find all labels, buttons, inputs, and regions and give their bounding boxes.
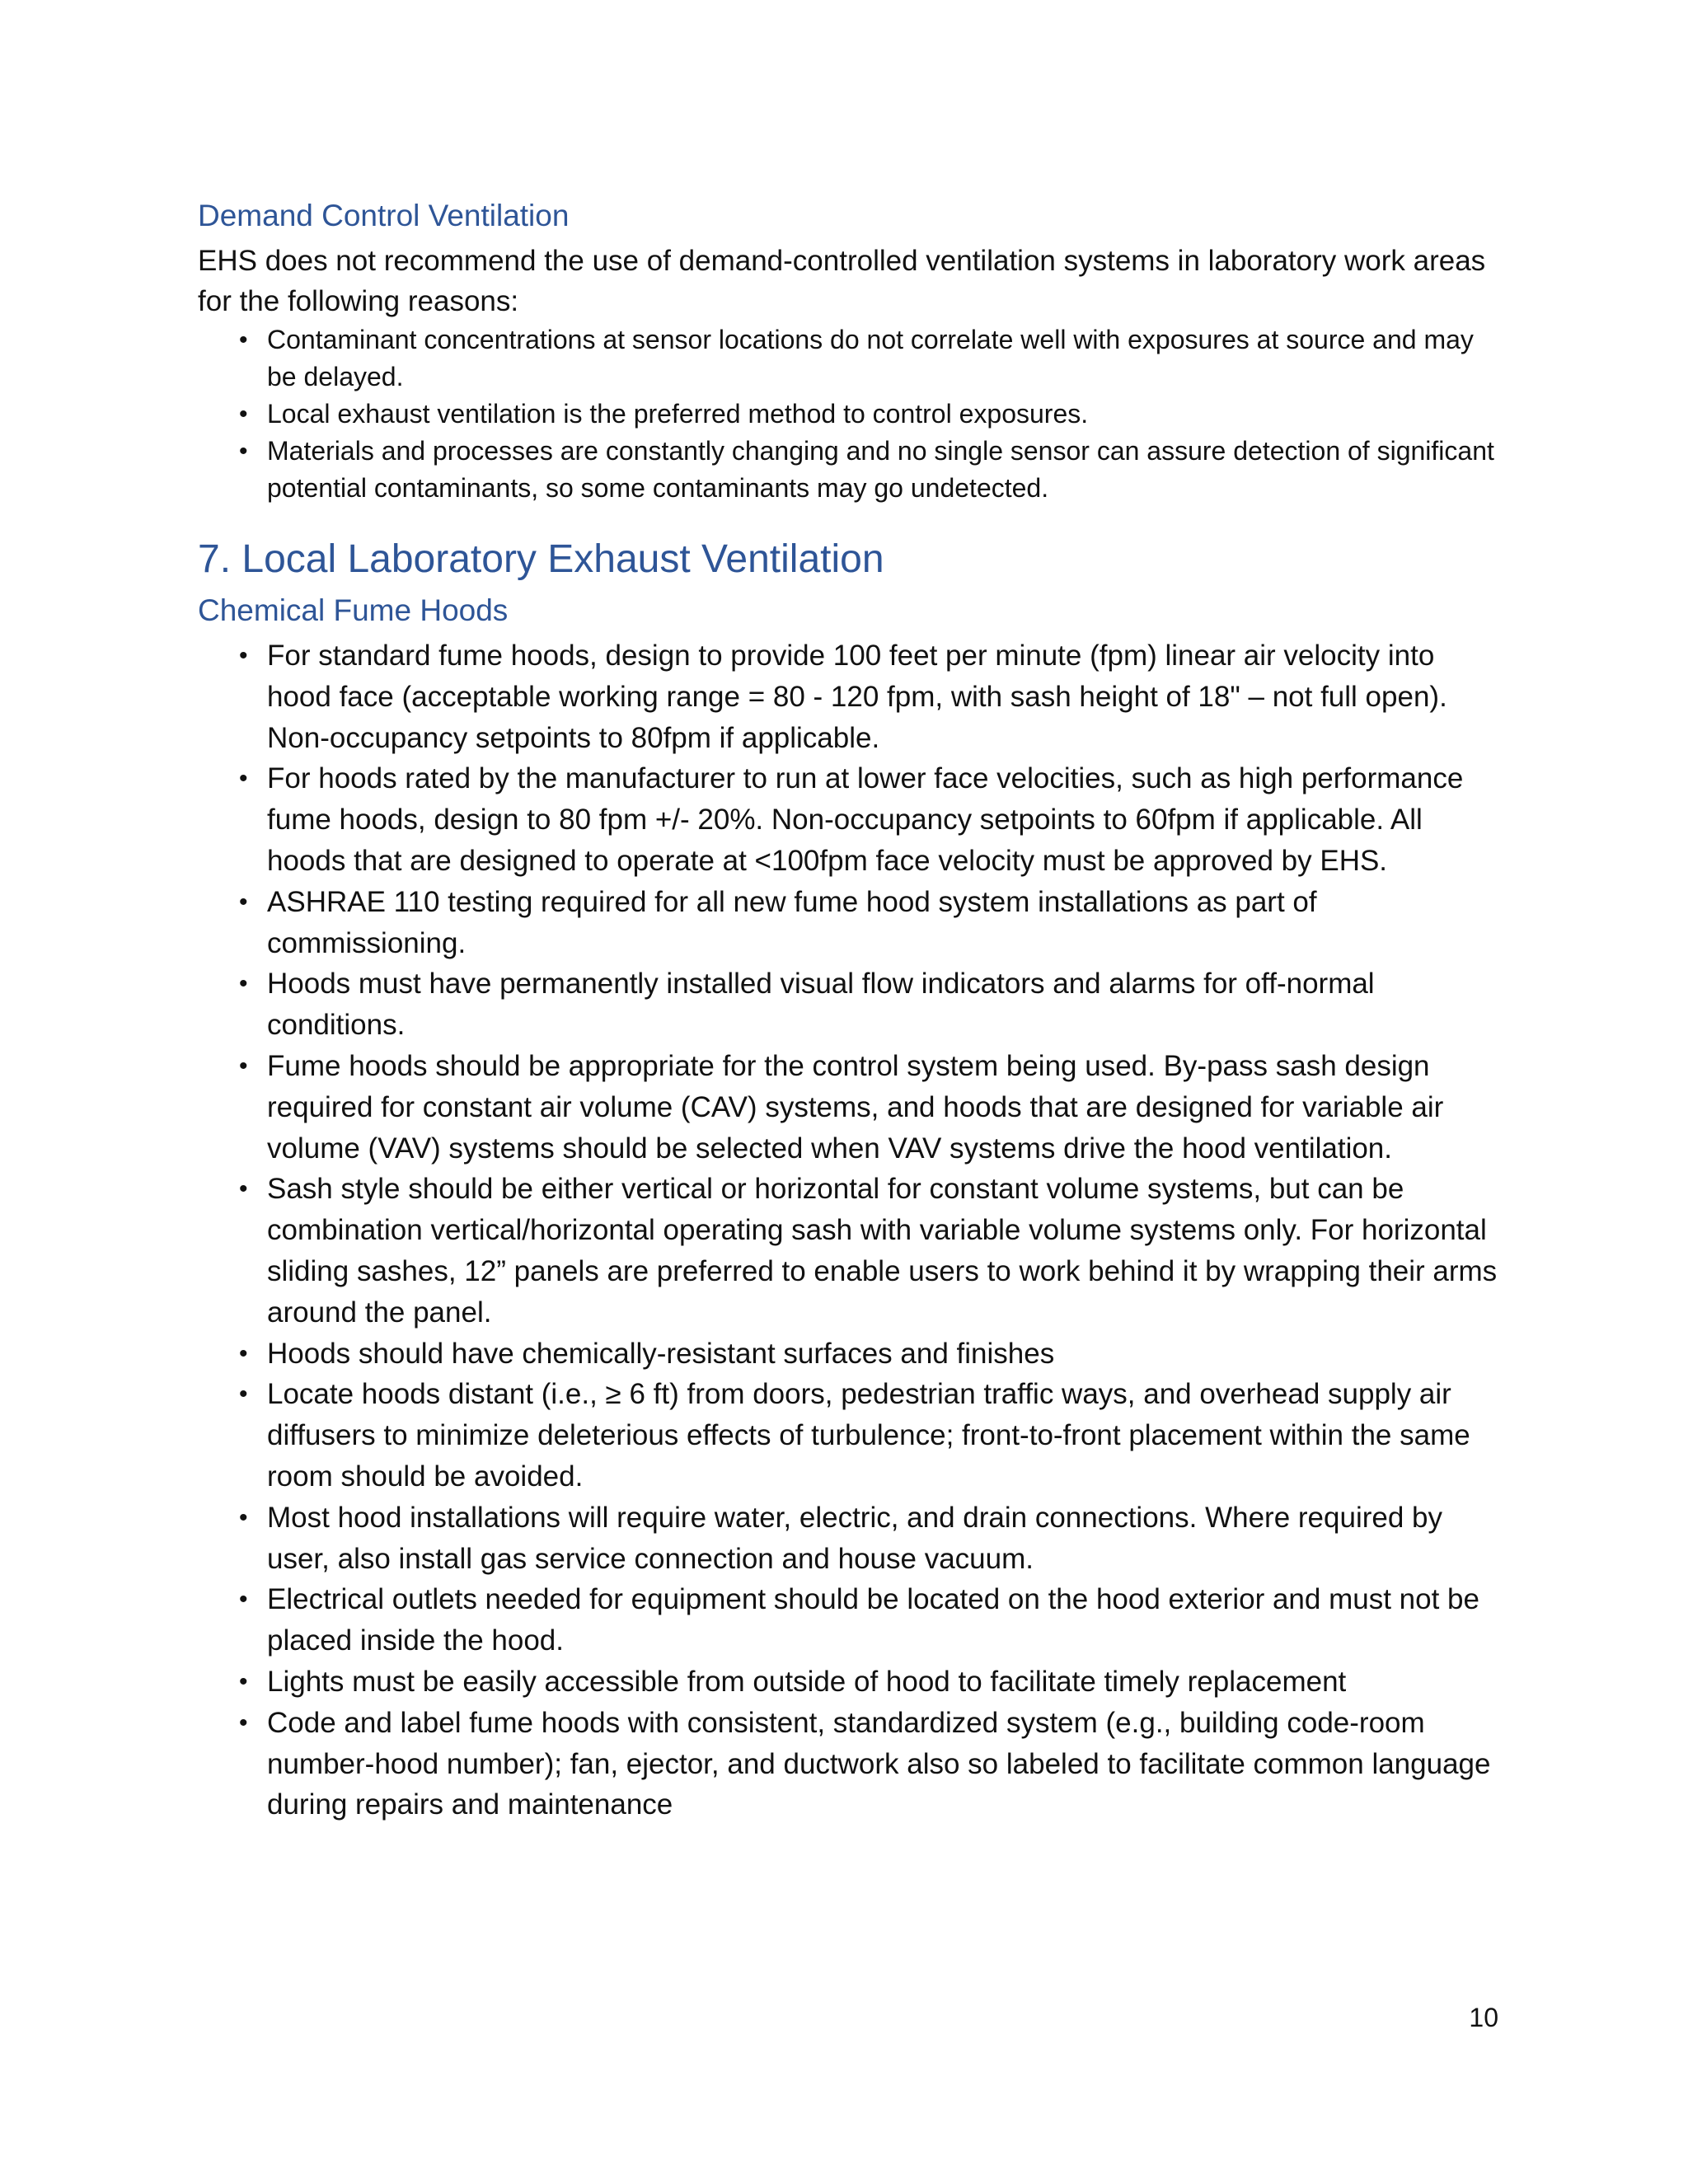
bullet-icon: •: [239, 1380, 248, 1408]
bullet-icon: •: [239, 401, 248, 428]
list-item-text: Hoods should have chemically-resistant surfaces and finishes: [267, 1337, 1055, 1370]
list-item: [198, 882, 1500, 964]
list-item: [198, 635, 1500, 758]
bullet-icon: •: [239, 888, 248, 916]
list-item-text: Code and label fume hoods with consistent, standardized system (e.g., building code-room number-hood number); fan, ejector, and ductwork also so labeled to facilitate common language during repairs and maintenance: [267, 1706, 1491, 1821]
list-item-text: Locate hoods distant (i.e., ≥ 6 ft) from doors, pedestrian traffic ways, and overhead supply air diffusers to minimize deleterious effects of turbulence; front-to-front placement within the same room should be avoided.: [267, 1378, 1470, 1493]
bullet-icon: •: [239, 765, 248, 793]
list-item-text: Fume hoods should be appropriate for the control system being used. By-pass sash design required for constant air volume (CAV) systems, and hoods that are designed for variable air volume (VAV) systems should be selected when VAV systems drive the hood ventilation.: [267, 1049, 1444, 1165]
list-item-text: Hoods must have permanently installed visual flow indicators and alarms for off-normal conditions.: [267, 968, 1375, 1042]
dcv-bullet-list: [198, 321, 1500, 507]
list-item: [198, 1497, 1500, 1580]
heading-local-laboratory-exhaust-ventilation: 7. Local Laboratory Exhaust Ventilation: [198, 537, 884, 581]
bullet-icon: •: [239, 326, 248, 354]
fume-hood-bullet-list: [198, 635, 1500, 1825]
bullet-icon: •: [239, 1503, 248, 1531]
page-number: 10: [1469, 2003, 1498, 2032]
list-item-text: Sash style should be either vertical or horizontal for constant volume systems, but can be combination vertical/horizontal operating sash with variable volume systems only. For horizontal sliding sashes, 12” panels are preferred to enable users to work behind it by wrapping their arms around the panel.: [267, 1173, 1498, 1329]
bullet-icon: •: [239, 1175, 248, 1203]
list-item: [198, 963, 1500, 1046]
bullet-icon: •: [239, 1667, 248, 1695]
list-item-text: Contaminant concentrations at sensor locations do not correlate well with exposures at source and may be delayed.: [267, 325, 1474, 391]
list-item-text: Electrical outlets needed for equipment should be located on the hood exterior and must not be placed inside the hood.: [267, 1583, 1479, 1657]
list-item: [198, 433, 1500, 507]
list-item: [198, 1169, 1500, 1333]
dcv-intro-paragraph: EHS does not recommend the use of demand-controlled ventilation systems in laboratory work areas for the following reasons:: [198, 245, 1486, 317]
list-item-text: For standard fume hoods, design to provide 100 feet per minute (fpm) linear air velocity into hood face (acceptable working range = 80 - 120 fpm, with sash height of 18" – not full open). Non-occupancy setpoints to 80fpm if applicable.: [267, 640, 1447, 754]
bullet-icon: •: [239, 642, 248, 669]
list-item-text: For hoods rated by the manufacturer to run at lower face velocities, such as high performance fume hoods, design to 80 fpm +/- 20%. Non-occupancy setpoints to 60fpm if applicable. All hoods that are designed to operate at <100fpm face velocity must be approved by EHS.: [267, 762, 1464, 877]
list-item-text: Lights must be easily accessible from outside of hood to facilitate timely replacement: [267, 1665, 1347, 1698]
list-item-text: Materials and processes are constantly changing and no single sensor can assure detection of significant potential contaminants, so some contaminants may go undetected.: [267, 436, 1494, 503]
list-item: [198, 1333, 1500, 1375]
bullet-icon: •: [239, 1339, 248, 1367]
bullet-icon: •: [239, 1586, 248, 1614]
bullet-icon: •: [239, 438, 248, 465]
list-item: [198, 396, 1500, 433]
heading-demand-control-ventilation: Demand Control Ventilation: [198, 199, 570, 232]
list-item: [198, 321, 1500, 396]
list-item: [198, 758, 1500, 881]
list-item-text: Local exhaust ventilation is the preferred method to control exposures.: [267, 399, 1089, 429]
list-item: [198, 1703, 1500, 1825]
page-content: [198, 196, 1500, 1825]
bullet-icon: •: [239, 1708, 248, 1736]
bullet-icon: •: [239, 970, 248, 998]
heading-chemical-fume-hoods: Chemical Fume Hoods: [198, 593, 509, 627]
list-item-text: Most hood installations will require water, electric, and drain connections. Where required by user, also install gas service connection and house vacuum.: [267, 1501, 1442, 1575]
list-item: [198, 1661, 1500, 1703]
bullet-icon: •: [239, 1052, 248, 1080]
list-item: [198, 1046, 1500, 1169]
list-item: [198, 1374, 1500, 1497]
list-item-text: ASHRAE 110 testing required for all new fume hood system installations as part of commissioning.: [267, 885, 1317, 959]
list-item: [198, 1579, 1500, 1661]
